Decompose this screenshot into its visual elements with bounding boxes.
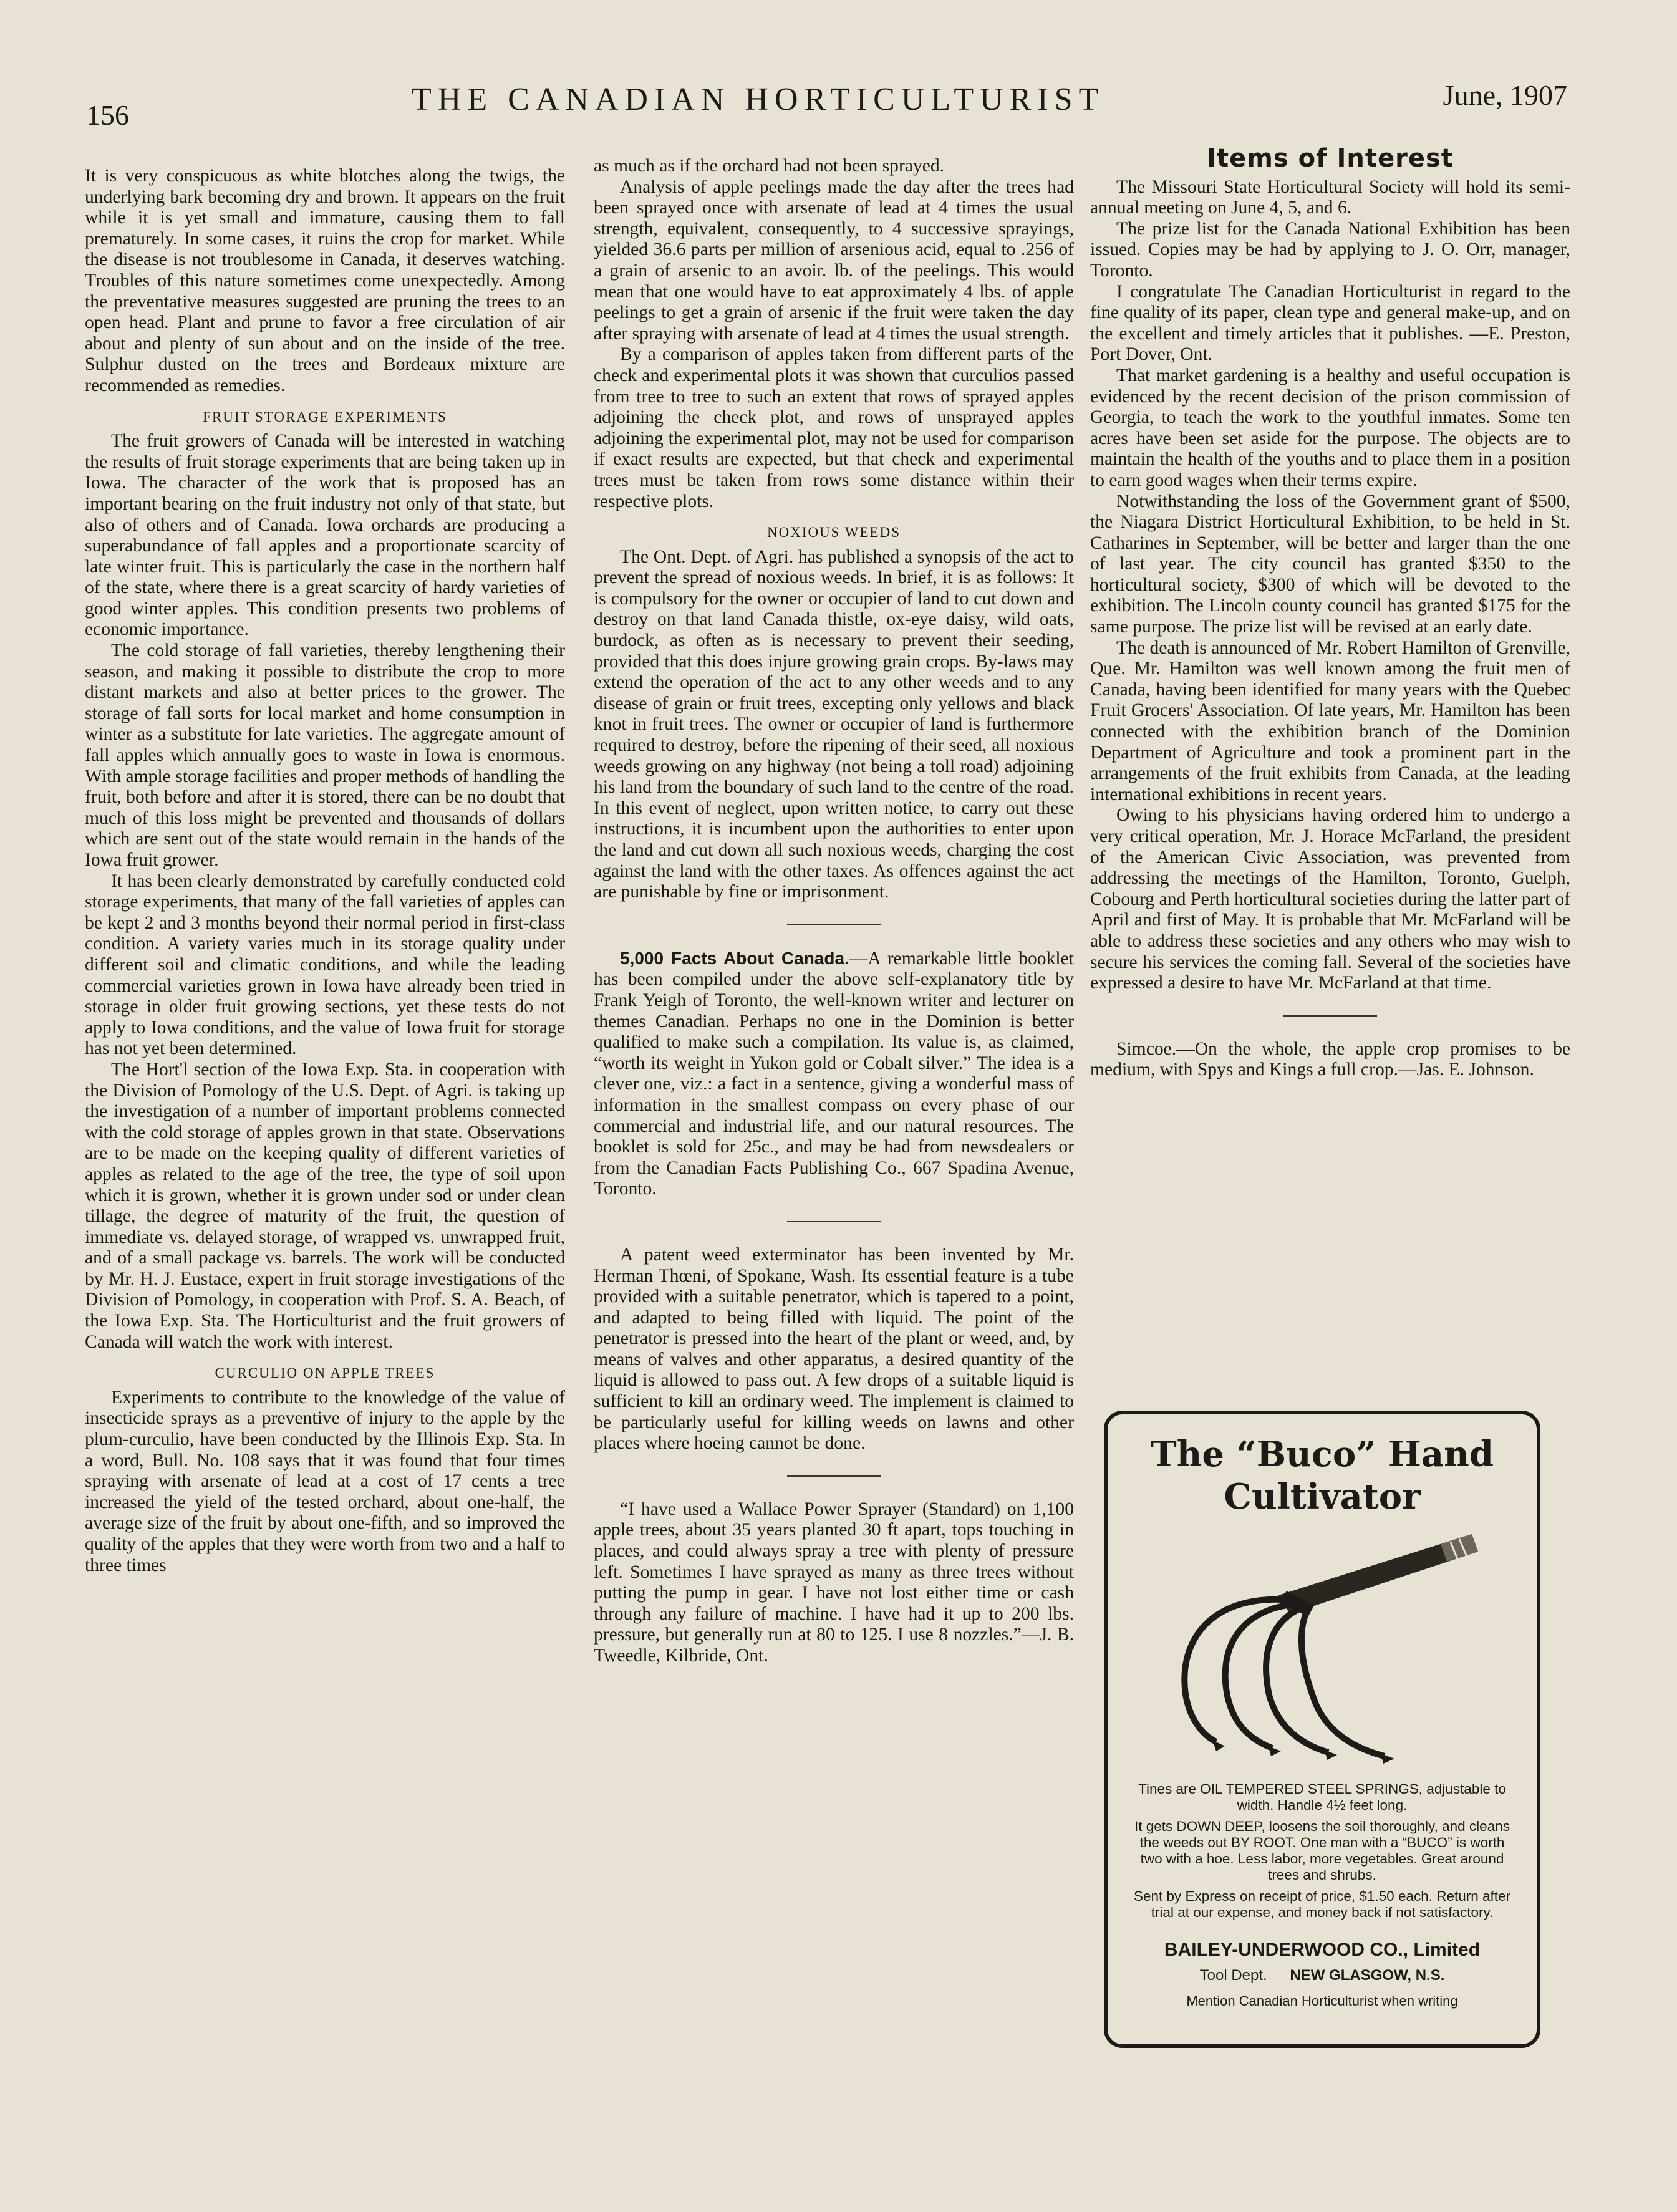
ad-text-2: It gets DOWN DEEP, loosens the soil thoroughly, and cleans the weeds out BY ROOT. One man with a “BUCO” is worth two with a hoe. Less labor, more vegetables. Great around trees and shrubs. [1134, 1818, 1510, 1883]
ad-address [1108, 1967, 1537, 1984]
paragraph: A patent weed exterminator has been invented by Mr. Herman Thœni, of Spokane, Wash. Its essential feature is a tube provided with a suitable penetrator, which is tapered to a point, and adapted to being filled with liquid. The point of the penetrator is pressed into the heart of the plant or weed, and, by means of valves and other apparatus, a desired quantity of the liquid is allowed to pass out. A few drops of a suitable liquid is sufficient to kill an ordinary weed. The implement is claimed to be particularly useful for killing weeds on lawns and other places where hoeing cannot be done. [594, 1244, 1074, 1454]
buco-cultivator-advertisement [1104, 1411, 1540, 2048]
section-heading-curculio: CURCULIO ON APPLE TREES [215, 1365, 435, 1381]
column-3 [1090, 144, 1570, 1081]
paragraph: Owing to his physicians having ordered him to undergo a very critical operation, Mr. J. Horace McFarland, the president of the American Civic Association, was prevented from addressing the meetings of the Hamilton, Toronto, Guelph, Cobourg and Perth horticultural societies during the latter part of April and first of May. It is probable that Mr. McFarland will be able to address these societies and any others who may wish to secure his services the coming fall. Several of the societies have expressed a desire to have Mr. McFarland at that time. [1090, 805, 1570, 993]
divider [787, 1475, 881, 1477]
hand-cultivator-illustration [1148, 1527, 1497, 1776]
paragraph: That market gardening is a healthy and useful occupation is evidenced by the recent decision of the prison commission of Georgia, to teach the work to the youthful inmates. Some ten acres have been set aside for the purpose. The objects are to maintain the health of the youths and to place them in a position to earn good wages when their terms expire. [1090, 365, 1570, 490]
ad-text-1: Tines are OIL TEMPERED STEEL SPRINGS, adjustable to width. Handle 4½ feet long. [1138, 1781, 1506, 1813]
paragraph: The cold storage of fall varieties, thereby lengthening their season, and making it possible to distribute the crop to more distant markets and also at better prices to the grower. The storage of fall sorts for local market and home consumption in winter as a substitute for late varieties. The aggregate amount of fall apples which annually goes to waste in Iowa is enormous. With ample storage facilities and proper methods of handling the fruit, both before and after it is stored, there can be no doubt that much of this loss might be prevented and thousands of dollars which are sent out of the state would remain in the hands of the Iowa fruit grower. [85, 640, 565, 870]
paragraph: Experiments to contribute to the knowledge of the value of insecticide sprays as a preventive of injury to the apple by the plum-curculio, have been conducted by the Illinois Exp. Sta. In a word, Bull. No. 108 says that it was found that four times spraying with arsenate of lead at a cost of 17 cents a tree increased the yield of the tested orchard, about one-half, the average size of the fruit by about one-fifth, and so improved the quality of the apples that they were worth from two and a half to three times [85, 1387, 565, 1575]
ad-title [1108, 1433, 1537, 1518]
ad-title-line-2: Cultivator [1224, 1476, 1421, 1517]
paragraph: Simcoe.—On the whole, the apple crop promises to be medium, with Spys and Kings a full crop.—Jas. E. Johnson. [1090, 1038, 1570, 1080]
divider [787, 924, 881, 925]
section-heading-noxious-weeds: NOXIOUS WEEDS [766, 524, 901, 541]
ad-text-3: Sent by Express on receipt of price, $1.50 each. Return after trial at our expense, and money back if not satisfactory. [1133, 1888, 1511, 1920]
ad-town: NEW GLASGOW, N.S. [1290, 1967, 1445, 1984]
paragraph: It is very conspicuous as white blotches along the twigs, the underlying bark becoming dry and brown. It appears on the fruit while it is yet small and immature, causing them to fall prematurely. In some cases, it ruins the crop for market. While the disease is not troublesome in Canada, it deserves watching. Troubles of this nature sometimes come unexpectedly. Among the preventative measures suggested are pruning the trees to an open head. Plant and prune to favor a free circulation of air about and plenty of sun about and on the inside of the tree. Sulphur dusted on the trees and Bordeaux mixture are recommended as remedies. [85, 166, 565, 395]
paragraph: as much as if the orchard had not been sprayed. [594, 156, 945, 176]
section-heading-fruit-storage: FRUIT STORAGE EXPERIMENTS [203, 408, 447, 425]
ad-dept: Tool Dept. [1199, 1967, 1267, 1984]
masthead: THE CANADIAN HORTICULTURIST [412, 82, 1105, 117]
paragraph-facts [594, 948, 1074, 1200]
ad-body [1129, 1781, 1515, 1921]
column-2 [594, 156, 1074, 1667]
paragraph: It has been clearly demonstrated by carefully conducted cold storage experiments, that many of the fall varieties of apples can be kept 2 and 3 months beyond their normal period in first-class condition. A variety varies much in its storage quality under different soil and climatic conditions, and while the leading commercial varieties grown in Iowa have already been tried in storage in older fruit growing sections, yet these tests do not apply to Iowa conditions, and the value of Iowa fruit for storage has not yet been determined. [85, 871, 565, 1059]
ad-company: BAILEY-UNDERWOOD CO., Limited [1164, 1939, 1481, 1960]
items-of-interest-heading: Items of Interest [1207, 144, 1454, 173]
ad-title-line-1: The “Buco” Hand [1151, 1434, 1494, 1475]
paragraph: The fruit growers of Canada will be interested in watching the results of fruit storage experiments that are being taken up in Iowa. The character of the work that is proposed has an important bearing on the fruit industry not only of that state, but also of others and of Canada. Iowa orchards are producing a superabundance of fall apples and a proportionate scarcity of late winter fruit. This is particularly the case in the northern half of the state, where there is a great scarcity of hardy varieties of good winter apples. This condition presents two problems of economic importance. [85, 431, 565, 640]
paragraph: “I have used a Wallace Power Sprayer (Standard) on 1,100 apple trees, about 35 years planted 30 ft apart, tops touching in places, and could always spray a tree with plenty of pressure left. Sometimes I have sprayed as many as three trees without putting the pump in gear. I have not lost either time or cash through any failure of machine. I have had it up to 200 lbs. pressure, but generally run at 80 to 125. I use 8 nozzles.”—J. B. Tweedle, Kilbride, Ont. [594, 1499, 1074, 1666]
paragraph: Analysis of apple peelings made the day after the trees had been sprayed once with arsenate of lead at 4 times the usual strength, equivalent, consequently, to 4 successive sprayings, yielded 36.6 parts per million of arsenious acid, equal to .256 of a grain of arsenic to an avoir. lb. of the peelings. This would mean that one would have to eat approximately 4 lbs. of apple peelings to get a grain of arsenic if the fruit were taken the day after spraying with arsenate of lead at 4 times the usual strength. [594, 176, 1074, 344]
paragraph: The Hort'l section of the Iowa Exp. Sta. in cooperation with the Division of Pomology of the U.S. Dept. of Agri. is taking up the investigation of a number of important problems connected with the cold storage of apples grown in that state. Observations are to be made on the keeping quality of different varieties of apples as related to the age of the tree, the type of soil upon which it is grown, whether it is grown under sod or under clean tillage, the degree of maturity of the fruit, the question of immediate vs. delayed storage, of wrapped vs. unwrapped fruit, and of a small package vs. barrels. The work will be conducted by Mr. H. J. Eustace, expert in fruit storage investigations of the Division of Pomology, in cooperation with Prof. S. A. Beach, of the Iowa Exp. Sta. The Horticulturist and the fruit growers of Canada will watch the work with interest. [85, 1059, 565, 1352]
ad-mention: Mention Canadian Horticulturist when writing [1186, 1993, 1458, 2009]
divider [787, 1221, 881, 1222]
column-1 [85, 166, 565, 1576]
paragraph: The prize list for the Canada National Exhibition has been issued. Copies may be had by applying to J. O. Orr, manager, Toronto. [1090, 218, 1570, 281]
facts-title: 5,000 Facts About Canada. [620, 948, 849, 968]
facts-body: —A remarkable little booklet has been compiled under the above self-explanatory title by Frank Yeigh of Toronto, the well-known writer and lecturer on themes Canadian. Perhaps no one in the Dominion is better qualified to make such a compilation. Its value is, as claimed, “worth its weight in Yukon gold or Cobalt silver.” The idea is a clever one, viz.: a fact in a sentence, giving a wonderful mass of information in the smallest compass on every phase of our commercial and industrial life, and our natural resources. The booklet is sold for 25c., and may be had from newsdealers or from the Canadian Facts Publishing Co., 667 Spadina Avenue, Toronto. [594, 948, 1074, 1199]
divider [1283, 1015, 1377, 1017]
paragraph: The death is announced of Mr. Robert Hamilton of Grenville, Que. Mr. Hamilton was well known among the fruit men of Canada, having been identified for many years with the Quebec Fruit Grocers' Association. Of late years, Mr. Hamilton has been connected with the exhibition branch of the Dominion Department of Agriculture and took a prominent part in the arrangements of the fruit exhibits from Canada, at the leading international exhibitions in recent years. [1090, 637, 1570, 804]
paragraph: The Missouri State Horticultural Society will hold its semi-annual meeting on June 4, 5, and 6. [1090, 176, 1570, 218]
paragraph: By a comparison of apples taken from different parts of the check and experimental plots it was shown that curculios passed from tree to tree to such an extent that rows of sprayed apples adjoining the check plot, and rows of unsprayed apples adjoining the experimental plot, may not be used for comparison if exact results are expected, but that check and experimental trees must be taken from rows some distance within their respective plots. [594, 344, 1074, 511]
paragraph: Notwithstanding the loss of the Government grant of $500, the Niagara District Horticultural Exhibition, to be held in St. Catharines in September, will be better and larger than the one of last year. The city council has granted $350 to the horticultural society, $300 of which will be devoted to the exhibition. The Lincoln county council has granted $175 for the same purpose. The prize list will be revised at an early date. [1090, 491, 1570, 637]
page-number: 156 [86, 99, 129, 131]
paragraph: The Ont. Dept. of Agri. has published a synopsis of the act to prevent the spread of noxious weeds. In brief, it is as follows: It is compulsory for the owner or occupier of land to cut down and destroy on that land Canada thistle, ox-eye daisy, wild oats, burdock, as often as is necessary to prevent their seeding, provided that this does injure growing grain crops. By-laws may extend the operation of the act to any other weeds and to any disease of grain or fruit trees, excepting only yellows and black knot in fruit trees. The owner or occupier of land is furthermore required to destroy, before the ripening of their seed, all noxious weeds growing on any highway (not being a toll road) adjoining his land from the boundary of such land to the centre of the road. In this event of neglect, upon written notice, to carry out these instructions, it is incumbent upon the authorities to enter upon the land and cut down all such noxious weeds, charging the cost against the land with the other taxes. As offences against the act are punishable by fine or imprisonment. [594, 546, 1074, 902]
issue-date: June, 1907 [1443, 79, 1567, 111]
paragraph: I congratulate The Canadian Horticulturist in regard to the fine quality of its paper, clean type and general make-up, and on the excellent and timely articles that it publishes. —E. Preston, Port Dover, Ont. [1090, 281, 1570, 365]
